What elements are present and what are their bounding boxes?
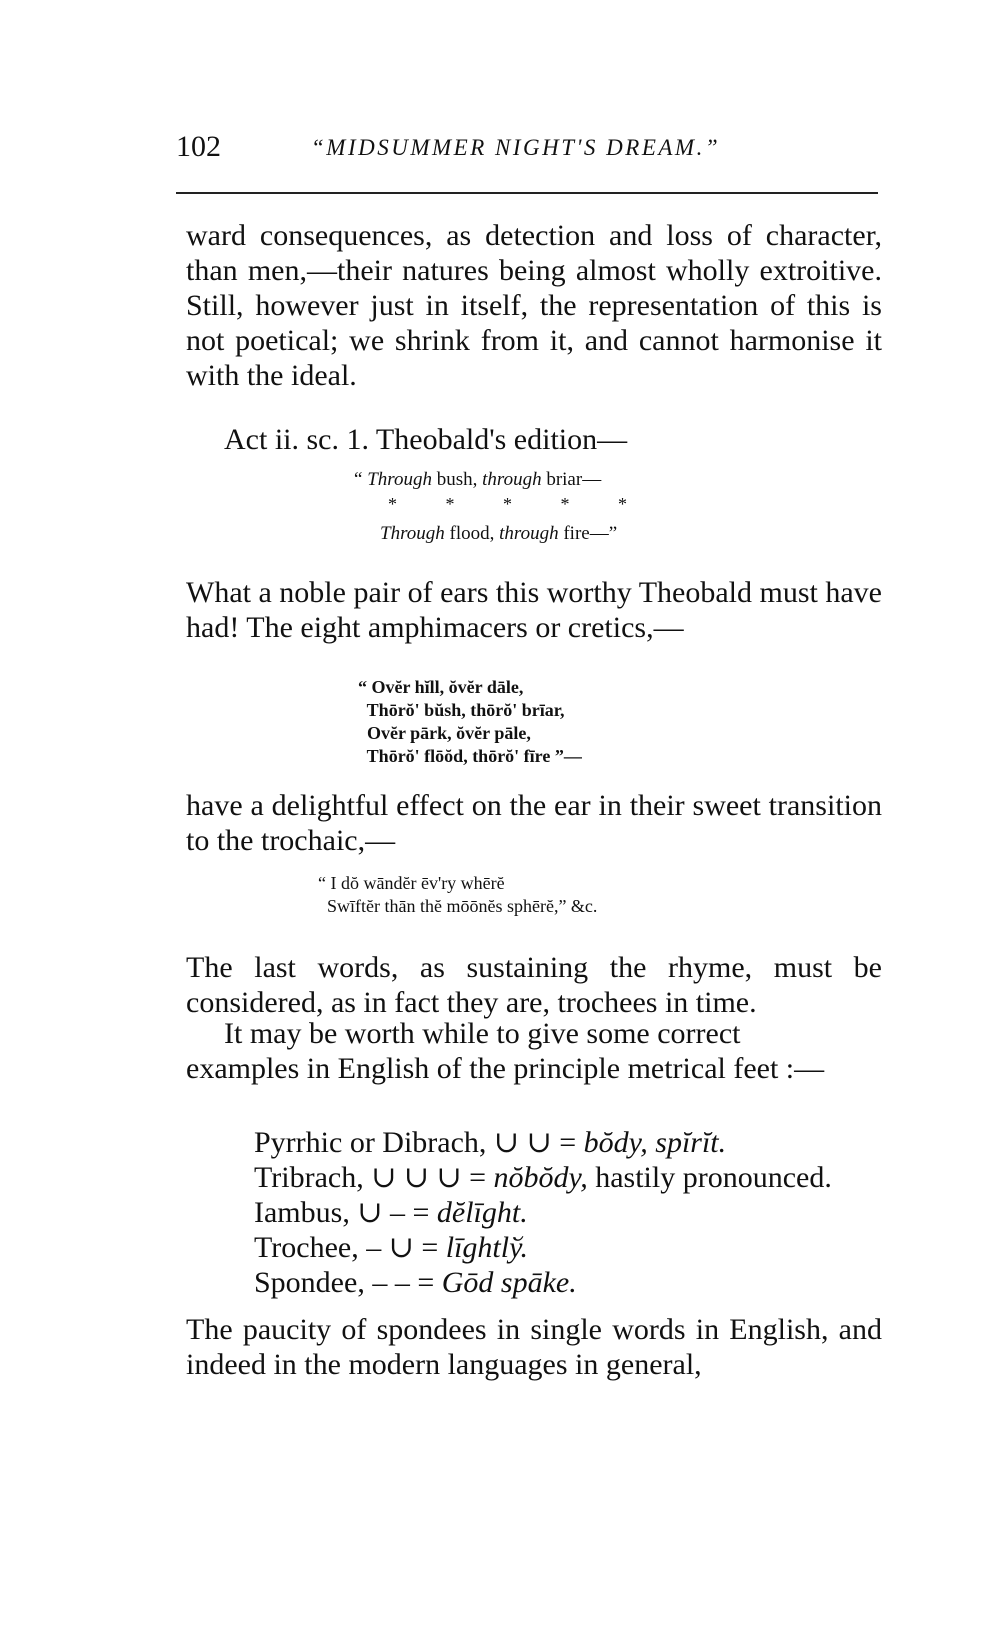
paragraph-6: The paucity of spondees in single words in English, and indeed in the modern languages in general, bbox=[186, 1313, 882, 1381]
paragraph-3: have a delightful effect on the ear in their sweet transition to the trochaic,— bbox=[186, 789, 882, 857]
metrical-feet-list bbox=[254, 1125, 894, 1300]
act-line: Act ii. sc. 1. Theobald's edition— bbox=[224, 423, 628, 456]
paragraph-4: The last words, as sustaining the rhyme, must be considered, as in fact they are, trochees in time. bbox=[186, 951, 882, 1019]
quote-2-line-2: Thōrŏ' bŭsh, thōrŏ' brīar, bbox=[358, 700, 565, 720]
quote-2 bbox=[358, 676, 582, 768]
running-title: “MIDSUMMER NIGHT'S DREAM.” bbox=[311, 135, 721, 160]
quote-2-line-3: Ovĕr pārk, ŏvĕr pāle, bbox=[358, 723, 531, 743]
foot-pyrrhic: Pyrrhic or Dibrach, ∪ ∪ = bŏdy, spĭrĭt. bbox=[254, 1126, 727, 1159]
header-rule bbox=[176, 192, 878, 194]
quote-3-line-1: “ I dŏ wāndĕr ēv'ry whērĕ bbox=[318, 873, 505, 893]
quote-1-line-1: “ Through bush, through briar— bbox=[354, 469, 602, 490]
foot-trochee: Trochee, – ∪ = līghtlў. bbox=[254, 1231, 529, 1264]
paragraph-1: ward consequences, as detection and loss of character, than men,—their natures being almost wholly extroitive. Still, however just in itself, the representation of this is not poetical; we shrink from it, and cannot harmonise it with the ideal. bbox=[186, 219, 882, 392]
paragraph-5-rest: examples in English of the principle metrical feet :— bbox=[186, 1052, 825, 1085]
quote-3-line-2: Swīftĕr thān thĕ mōōnĕs sphērĕ,” &c. bbox=[318, 896, 598, 916]
foot-iambus: Iambus, ∪ – = dĕlīght. bbox=[254, 1196, 528, 1229]
page-header bbox=[176, 130, 876, 170]
foot-spondee: Spondee, – – = Gōd spāke. bbox=[254, 1266, 577, 1299]
quote-1-line-2: Through flood, through fire—” bbox=[380, 523, 618, 544]
paragraph-5-first-line: It may be worth while to give some correct bbox=[224, 1017, 741, 1050]
quote-2-line-1: “ Ovĕr hĭll, ŏvĕr dāle, bbox=[358, 677, 524, 697]
quote-2-line-4: Thōrŏ' flōŏd, thōrŏ' fīre ”— bbox=[358, 746, 582, 766]
quote-1-ellipsis-stars: * * * * * bbox=[388, 494, 649, 514]
quote-3 bbox=[318, 872, 597, 918]
page-number: 102 bbox=[176, 130, 221, 163]
paragraph-2: What a noble pair of ears this worthy Theobald must have had! The eight amphimacers or cretics,— bbox=[186, 576, 882, 644]
foot-tribrach: Tribrach, ∪ ∪ ∪ = nŏbŏdy, hastily pronounced. bbox=[254, 1161, 832, 1194]
